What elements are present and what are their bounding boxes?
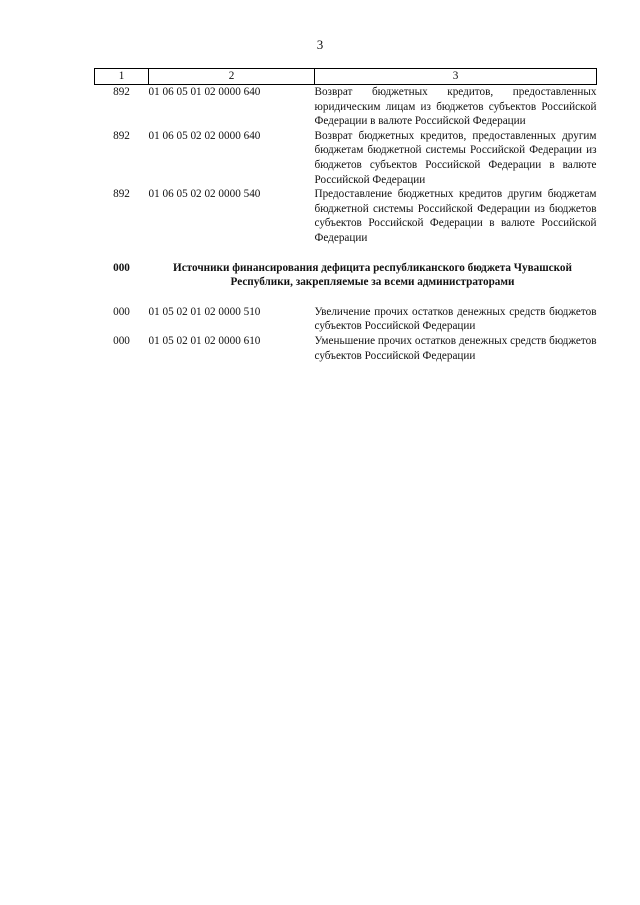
sources-table	[94, 68, 597, 363]
description-cell: Уменьшение прочих остатков денежных средств бюджетов субъектов Российской Федерации	[314, 334, 597, 362]
table-row	[95, 85, 597, 129]
column-header-3: 3	[315, 69, 597, 85]
admin-code-cell: 892	[113, 188, 130, 201]
section-heading-row	[95, 261, 597, 290]
table-header-row	[95, 69, 597, 85]
budget-code-cell: 01 06 05 02 02 0000 540	[148, 188, 261, 201]
description-cell: Возврат бюджетных кредитов, предоставленных юридическим лицам из бюджетов субъектов Российской Федерации в валюте Российской Федерации	[314, 86, 597, 128]
admin-code-cell: 000	[113, 305, 130, 318]
spacer-row	[95, 290, 597, 305]
budget-code-cell: 01 05 02 01 02 0000 610	[148, 334, 261, 347]
table-row	[95, 187, 597, 245]
budget-code-cell: 01 06 05 01 02 0000 640	[148, 86, 261, 98]
table-row	[95, 334, 597, 363]
admin-code-cell: 892	[113, 129, 130, 142]
description-cell: Предоставление бюджетных кредитов другим бюджетам бюджетной системы Российской Федерации из бюджетов субъектов Российской Федерации в валюте Российской Федерации	[314, 188, 597, 244]
column-header-2: 2	[149, 69, 315, 85]
table-row	[95, 305, 597, 334]
admin-code-cell: 000	[113, 334, 130, 347]
description-cell: Увеличение прочих остатков денежных средств бюджетов субъектов Российской Федерации	[314, 305, 597, 333]
section-title: Источники финансирования дефицита республиканского бюджета Чувашской Республики, закрепляемые за всеми администраторами	[173, 261, 572, 289]
budget-code-cell: 01 06 05 02 02 0000 640	[148, 129, 261, 142]
budget-code-cell: 01 05 02 01 02 0000 510	[148, 305, 261, 318]
page-number: 3	[316, 37, 324, 52]
table-row	[95, 129, 597, 187]
section-admin-code: 000	[113, 261, 130, 274]
column-header-1: 1	[95, 69, 149, 85]
admin-code-cell: 892	[113, 86, 130, 98]
spacer-row	[95, 246, 597, 261]
description-cell: Возврат бюджетных кредитов, предоставленных другим бюджетам бюджетной системы Российской Федерации из бюджетов субъектов Российской Федерации в валюте Российской Федерации	[314, 129, 597, 186]
